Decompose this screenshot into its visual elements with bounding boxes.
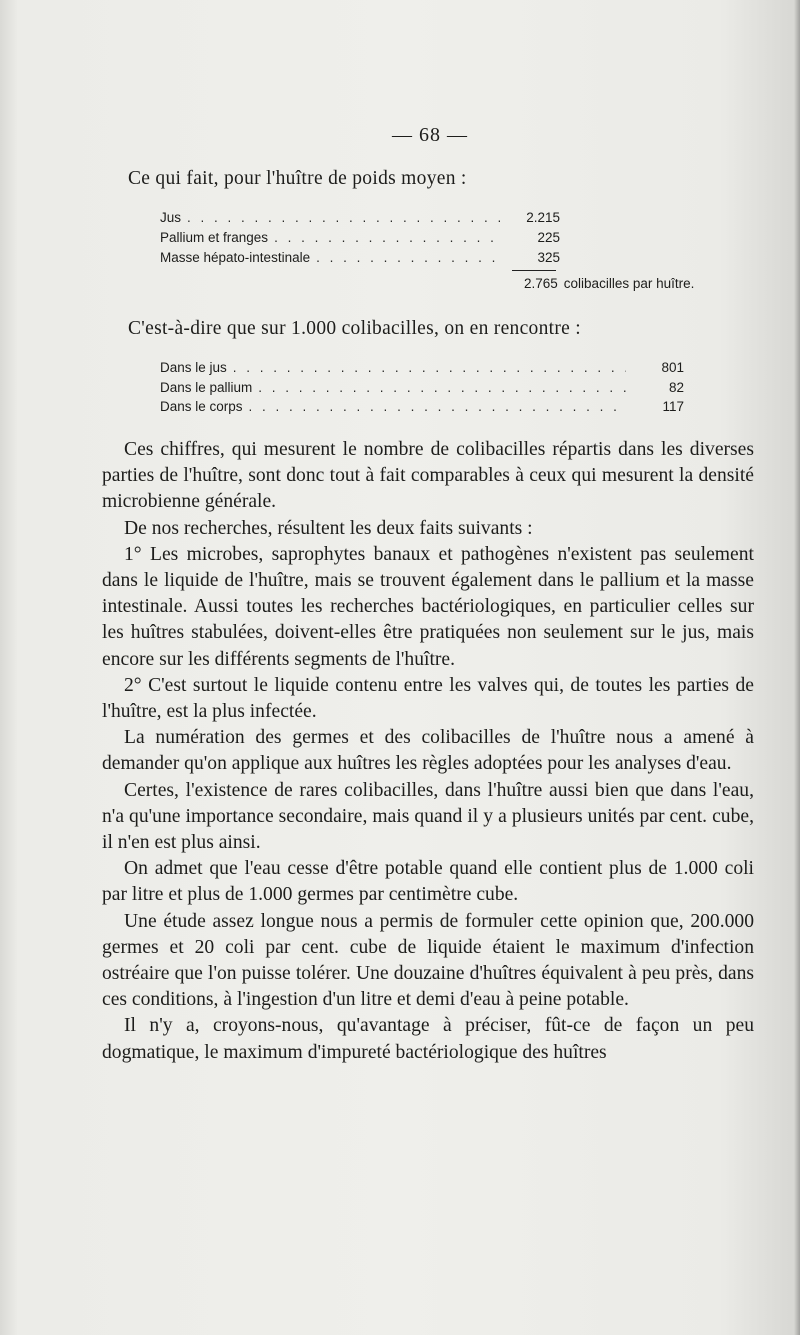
intro-line-2: C'est-à-dire que sur 1.000 colibacilles, on en rencontre :	[128, 318, 582, 339]
table-row	[160, 380, 684, 400]
per-thousand-table	[160, 360, 684, 419]
dot-leader	[316, 250, 502, 265]
total-value: 2.765	[524, 276, 558, 291]
total-unit: colibacilles par huître.	[563, 276, 695, 291]
row-value: 801	[661, 360, 684, 375]
page-edge-shadow	[794, 0, 800, 1335]
paragraph: Une étude assez longue nous a permis de formuler cette opinion que, 200.000 germes et 20 coli par cent. cube de liquide étaient le maximum d'infection ostréaire que l'on puisse tolérer. Une douzaine d'huîtres équivalent à peu près, dans ces conditions, à l'ingestion d'un litre et demi d'eau à peine potable.	[102, 910, 754, 1011]
table-row	[160, 399, 684, 419]
dot-leader	[274, 230, 502, 245]
row-label: Dans le jus	[160, 360, 227, 375]
dot-leader	[258, 380, 626, 395]
dot-leader	[187, 210, 502, 225]
body-text	[102, 437, 754, 1066]
paragraph: Il n'y a, croyons-nous, qu'avantage à préciser, fût-ce de façon un peu dogmatique, le maximum d'impureté bactériologique des huîtres	[102, 1015, 754, 1063]
paragraph: 2° C'est surtout le liquide contenu entre les valves qui, de toutes les parties de l'huître, est la plus infectée.	[102, 674, 754, 723]
row-label: Pallium et franges	[160, 230, 269, 245]
table-row	[160, 250, 560, 270]
row-label: Masse hépato-intestinale	[160, 250, 311, 265]
table-row	[160, 360, 684, 380]
row-label: Jus	[160, 210, 182, 225]
intro-line: Ce qui fait, pour l'huître de poids moyen :	[128, 168, 467, 189]
table-total	[524, 276, 694, 291]
dot-leader	[233, 360, 626, 375]
table-row	[160, 230, 560, 250]
paragraph: Certes, l'existence de rares colibacilles, dans l'huître aussi bien que dans l'eau, n'a qu'une importance secondaire, mais quand il y a plusieurs unités par cent. cube, il n'en est plus ainsi.	[102, 779, 754, 854]
paragraph: La numération des germes et des colibacilles de l'huître nous a amené à demander qu'on applique aux huîtres les règles adoptées pour les analyses d'eau.	[102, 727, 754, 775]
paragraph: De nos recherches, résultent les deux faits suivants :	[124, 517, 533, 539]
table-row	[160, 210, 560, 230]
row-label: Dans le pallium	[160, 379, 253, 395]
row-value: 82	[668, 379, 684, 395]
row-value: 2.215	[526, 210, 560, 225]
paragraph: Ces chiffres, qui mesurent le nombre de colibacilles répartis dans les diverses parties de l'huître, sont donc tout à fait comparables à ceux qui mesurent la densité microbienne générale.	[102, 439, 754, 513]
paragraph: On admet que l'eau cesse d'être potable quand elle contient plus de 1.000 coli par litre et plus de 1.000 germes par centimètre cube.	[102, 858, 754, 906]
page-number: — 68 —	[392, 124, 468, 146]
colibacilli-count-table	[160, 210, 560, 270]
dot-leader	[249, 399, 626, 414]
paragraph: 1° Les microbes, saprophytes banaux et pathogènes n'existent pas seulement dans le liquide de l'huître, mais se trouvent également dans le pallium et la masse intestinale. Aussi toutes les recherches bactériologiques, en particulier celles sur les huîtres stabulées, doivent-elles être pratiquées non seulement sur le jus, mais encore sur les différents segments de l'huître.	[102, 543, 754, 670]
sum-rule	[512, 270, 556, 271]
row-value: 225	[537, 230, 560, 245]
row-value: 325	[537, 250, 560, 265]
row-label: Dans le corps	[160, 399, 243, 414]
row-value: 117	[662, 399, 684, 414]
